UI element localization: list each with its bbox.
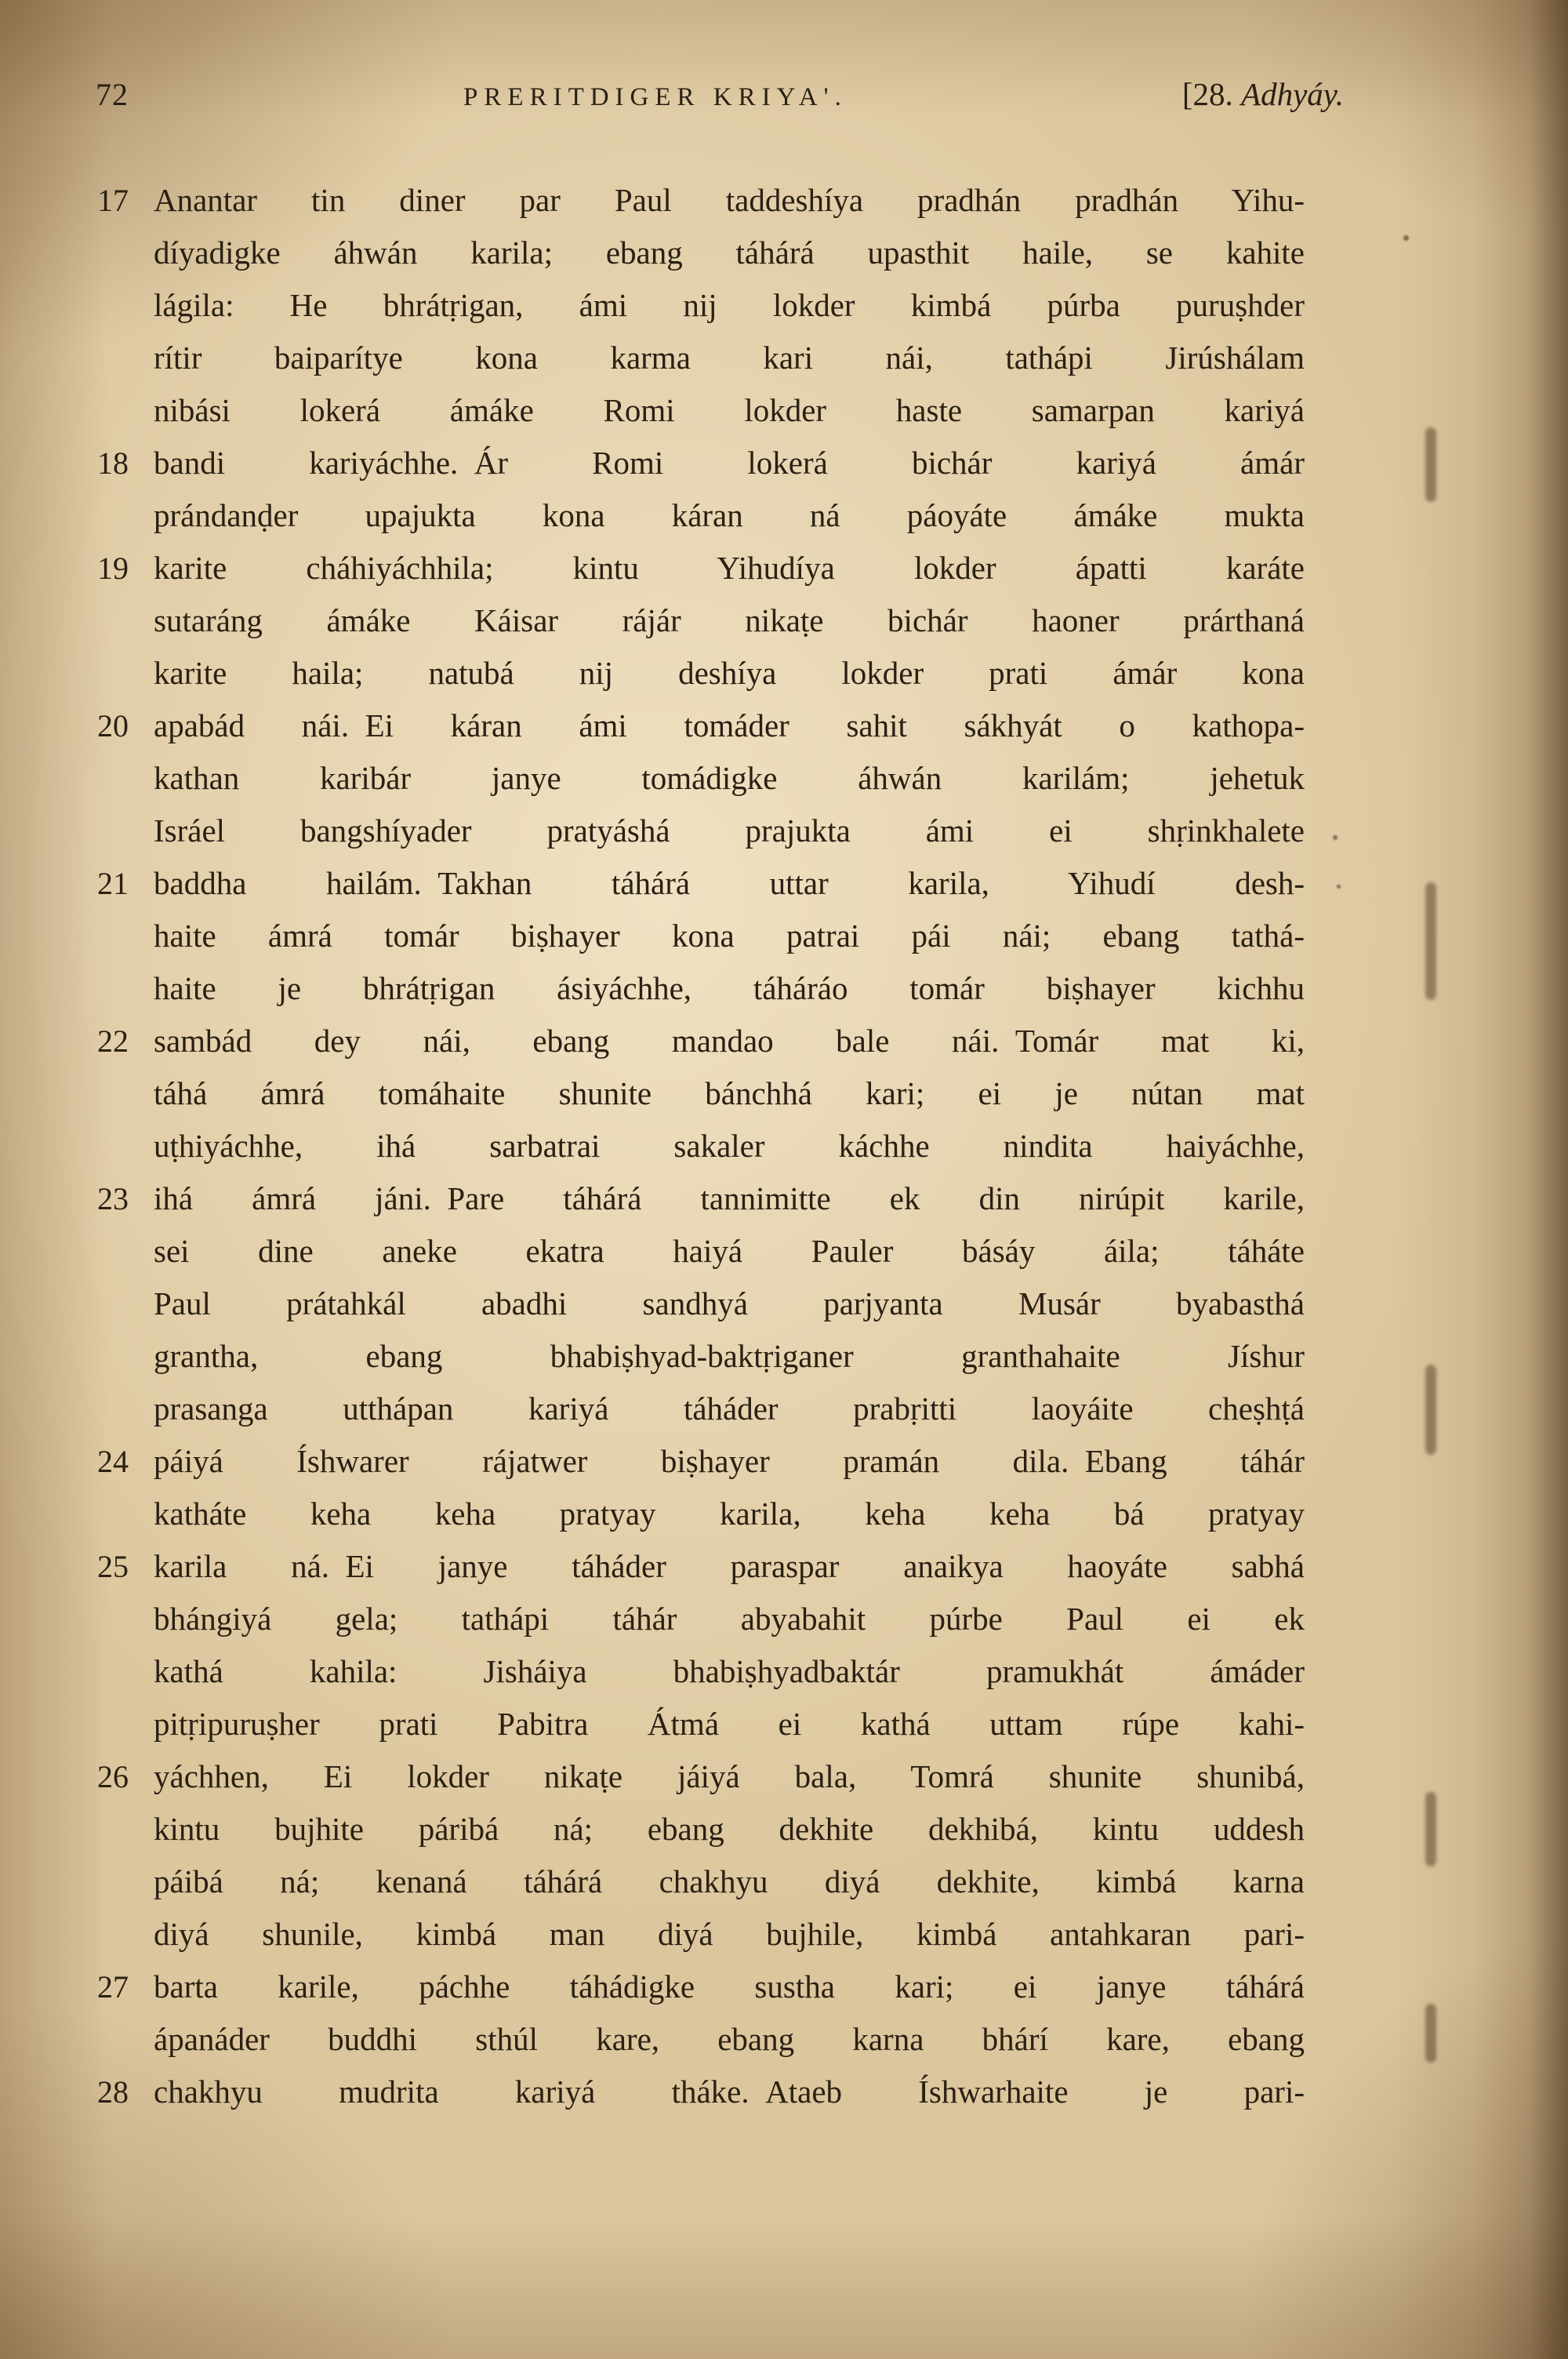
page-edge-mark [1425, 427, 1436, 502]
verse-line: kathá kahila: Jisháiya bhabiṣhyadbaktár pramukhát ámáder [154, 1653, 1305, 1689]
verse-line: páibá ná; kenaná táhárá chakhyu diyá dekhite, kimbá karna [154, 1863, 1305, 1899]
verse-number: 21 [97, 866, 129, 901]
paper-speck [1333, 835, 1338, 840]
verse-line: prasanga utthápan kariyá táháder prabṛitti laoyáite cheṣhṭá [154, 1390, 1305, 1427]
verse-number: 28 [97, 2074, 129, 2110]
verse [97, 1015, 1305, 1172]
page-edge-mark [1425, 882, 1436, 1000]
verse [97, 1172, 1305, 1435]
verse-line: táhá ámrá tomáhaite shunite bánchhá kari; ei je nútan mat [154, 1075, 1305, 1111]
verse-line: bandi kariyáchhe. Ár Romi lokerá bichár kariyá ámár [154, 445, 1305, 481]
verse-number: 24 [97, 1444, 129, 1479]
verse-number: 20 [97, 708, 129, 743]
verse-line: ihá ámrá jáni. Pare táhárá tannimitte ek din nirúpit karile, [154, 1180, 1305, 1216]
verse-number: 18 [97, 445, 129, 481]
verse-line: sei dine aneke ekatra haiyá Pauler básáy áila; táháte [154, 1233, 1305, 1269]
verse-line: haite je bhrátṛigan ásiyáchhe, táháráo tomár biṣhayer kichhu [154, 970, 1305, 1006]
verse-line: karila ná. Ei janye táháder paraspar anaikya haoyáte sabhá [154, 1548, 1305, 1584]
paper-speck [1337, 885, 1341, 889]
verse [97, 174, 1305, 437]
verse [97, 1750, 1305, 1961]
verse-number: 27 [97, 1969, 129, 2005]
verse-line: sutaráng ámáke Káisar rájár nikaṭe bichár haoner prárthaná [154, 602, 1305, 638]
verse-line: karite cháhiyáchhila; kintu Yihudíya lokder ápatti karáte [154, 550, 1305, 586]
verse-line: páiyá Íshwarer rájatwer biṣhayer pramán dila. Ebang táhár [154, 1443, 1305, 1479]
verse-line: rítir baiparítye kona karma kari nái, tathápi Jirúshálam [154, 340, 1305, 376]
verse-line: barta karile, páchhe táhádigke sustha kari; ei janye táhárá [154, 1968, 1305, 2005]
verse-line: díyadigke áhwán karila; ebang táhárá upasthit haile, se kahite [154, 234, 1305, 271]
text-body [97, 174, 1305, 2118]
verse-line: grantha, ebang bhabiṣhyad-baktṛiganer granthahaite Jíshur [154, 1338, 1305, 1374]
verse-number: 25 [97, 1549, 129, 1584]
verse [97, 1961, 1305, 2066]
verse [97, 437, 1305, 542]
verse-number: 19 [97, 551, 129, 586]
verse-line: yáchhen, Ei lokder nikaṭe jáiyá bala, Tomrá shunite shunibá, [154, 1758, 1305, 1794]
verse-line: Anantar tin diner par Paul taddeshíya pradhán pradhán Yihu- [154, 182, 1305, 218]
verse [97, 2066, 1305, 2118]
verse-line: nibási lokerá ámáke Romi lokder haste samarpan kariyá [154, 392, 1305, 428]
verse [97, 857, 1305, 1015]
verse-number: 22 [97, 1023, 129, 1059]
verse-line: chakhyu mudrita kariyá tháke. Ataeb Íshwarhaite je pari- [154, 2074, 1305, 2110]
page-edge-mark [1425, 2004, 1436, 2063]
verse-line: katháte keha keha pratyay karila, keha keha bá pratyay [154, 1496, 1305, 1532]
page-header [96, 75, 1344, 113]
verse-line: prándanḍer upajukta kona káran ná páoyáte ámáke mukta [154, 497, 1305, 533]
chapter-ref-number: [28. [1181, 76, 1233, 112]
verse-number: 17 [97, 183, 129, 218]
verse-line: baddha hailám. Takhan táhárá uttar karila, Yihudí desh- [154, 865, 1305, 901]
chapter-ref-word: Adhyáy. [1241, 76, 1344, 112]
verse-line: Paul prátahkál abadhi sandhyá parjyanta Musár byabasthá [154, 1285, 1305, 1321]
verse-line: Isráel bangshíyader pratyáshá prajukta ámi ei shṛinkhalete [154, 812, 1305, 849]
verse-line: sambád dey nái, ebang mandao bale nái. Tomár mat ki, [154, 1023, 1305, 1059]
verse-number: 23 [97, 1181, 129, 1216]
verse-line: apabád nái. Ei káran ámi tomáder sahit sákhyát o kathopa- [154, 707, 1305, 743]
verse-number: 26 [97, 1759, 129, 1794]
verse-line: ápanáder buddhi sthúl kare, ebang karna bhárí kare, ebang [154, 2021, 1305, 2057]
chapter-reference [1182, 75, 1344, 113]
verse-line: diyá shunile, kimbá man diyá bujhile, kimbá antahkaran pari- [154, 1916, 1305, 1952]
verse [97, 1435, 1305, 1540]
page-number: 72 [96, 77, 129, 112]
verse-line: kintu bujhite páribá ná; ebang dekhite dekhibá, kintu uddesh [154, 1811, 1305, 1847]
running-title: PRERITDIGER KRIYA'. [463, 83, 848, 111]
verse-line: lágila: He bhrátṛigan, ámi nij lokder kimbá púrba puruṣhder [154, 287, 1305, 323]
verse-line: bhángiyá gela; tathápi táhár abyabahit púrbe Paul ei ek [154, 1601, 1305, 1637]
verse-line: haite ámrá tomár biṣhayer kona patrai pái nái; ebang tathá- [154, 918, 1305, 954]
verse-line: karite haila; natubá nij deshíya lokder prati ámár kona [154, 655, 1305, 691]
page-edge-mark [1425, 1792, 1436, 1866]
verse-line: uṭhiyáchhe, ihá sarbatrai sakaler káchhe nindita haiyáchhe, [154, 1128, 1305, 1164]
page-edge-mark [1425, 1365, 1436, 1455]
verse-line: pitṛipuruṣher prati Pabitra Átmá ei kathá uttam rúpe kahi- [154, 1706, 1305, 1742]
verse [97, 1540, 1305, 1750]
verse-line: kathan karibár janye tomádigke áhwán karilám; jehetuk [154, 760, 1305, 796]
verse [97, 542, 1305, 700]
paper-speck [1403, 235, 1409, 241]
verse [97, 700, 1305, 857]
